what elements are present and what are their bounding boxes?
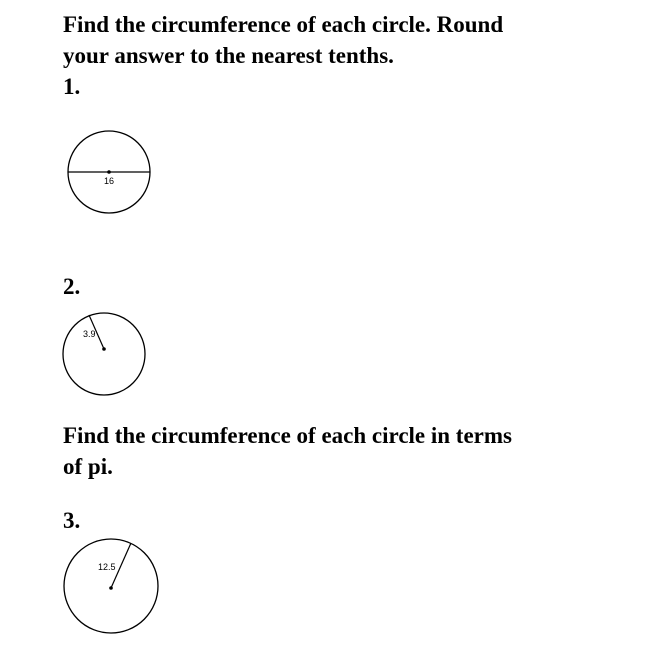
problem-2-circle-diagram	[58, 308, 153, 398]
instruction-line-2: your answer to the nearest tenths.	[63, 43, 394, 68]
problem-3-number: 3.	[63, 508, 81, 533]
problem-1-center-point	[107, 170, 111, 174]
problem-2-center-point	[102, 347, 106, 351]
problem-1-circle-diagram	[60, 124, 160, 224]
problem-2-number: 2.	[63, 274, 81, 299]
problem-2-circle	[63, 313, 145, 395]
problem-1-diameter-label: 16	[103, 176, 115, 186]
problem-3-circle	[64, 539, 158, 633]
problem-3-center-point	[109, 586, 113, 590]
problem-1-number: 1.	[63, 74, 81, 99]
problem-3-circle-diagram	[58, 538, 168, 643]
problem-3-radius-label: 12.5	[98, 562, 116, 572]
instruction-line-4: of pi.	[63, 454, 113, 479]
instruction-line-1: Find the circumference of each circle. Round	[63, 12, 504, 37]
problem-2-radius-label: 3.9	[83, 329, 96, 339]
instruction-line-3: Find the circumference of each circle in terms	[63, 423, 512, 448]
